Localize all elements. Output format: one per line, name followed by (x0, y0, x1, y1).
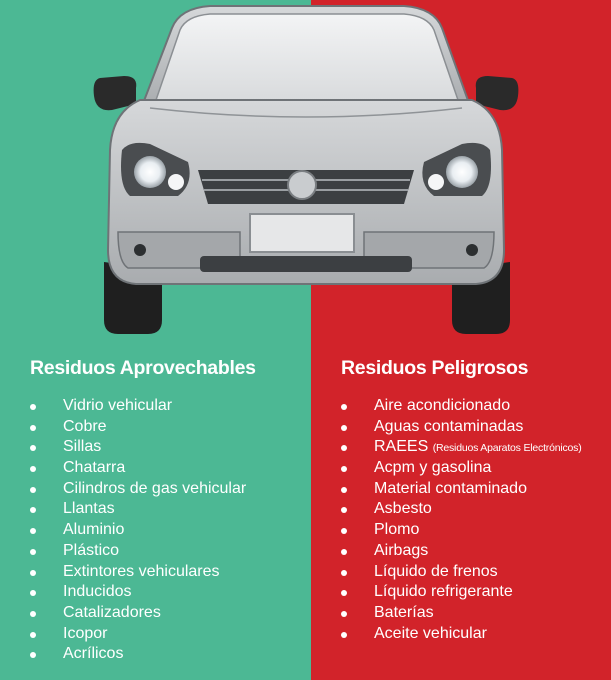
raees-note: (Residuos Aparatos Electrónicos) (432, 442, 582, 455)
bullet-icon (341, 445, 347, 451)
bullet-icon (30, 404, 36, 410)
list-item: Sillas (28, 437, 246, 458)
bullet-icon (30, 528, 36, 534)
bullet-icon (30, 466, 36, 472)
list-item: Inducidos (28, 582, 246, 603)
bullet-icon (30, 549, 36, 555)
list-item: Plástico (28, 541, 246, 562)
bullet-icon (341, 466, 347, 472)
list-item: Aire acondicionado (339, 396, 582, 417)
aprovechables-list (28, 396, 246, 665)
bullet-icon (341, 487, 347, 493)
bullet-icon (341, 404, 347, 410)
list-item: Cobre (28, 417, 246, 438)
list-item: Acrílicos (28, 644, 246, 665)
bullet-icon (341, 425, 347, 431)
bullet-icon (30, 652, 36, 658)
list-item: Llantas (28, 499, 246, 520)
list-item: Chatarra (28, 458, 246, 479)
list-item: Acpm y gasolina (339, 458, 582, 479)
bullet-icon (341, 632, 347, 638)
bullet-icon (341, 528, 347, 534)
bullet-icon (341, 570, 347, 576)
list-item: Airbags (339, 541, 582, 562)
list-item: Asbesto (339, 499, 582, 520)
list-item: RAEES (Residuos Aparatos Electrónicos) (339, 437, 582, 458)
list-item: Catalizadores (28, 603, 246, 624)
bullet-icon (30, 487, 36, 493)
list-item: Vidrio vehicular (28, 396, 246, 417)
bullet-icon (30, 507, 36, 513)
list-item: Aguas contaminadas (339, 417, 582, 438)
aprovechables-title: Residuos Aprovechables (30, 357, 256, 379)
list-item: Icopor (28, 624, 246, 645)
peligrosos-title: Residuos Peligrosos (341, 357, 529, 379)
list-item: Líquido refrigerante (339, 582, 582, 603)
list-item: Cilindros de gas vehicular (28, 479, 246, 500)
list-item: Material contaminado (339, 479, 582, 500)
list-item: Baterías (339, 603, 582, 624)
bullet-icon (341, 507, 347, 513)
bullet-icon (30, 590, 36, 596)
bullet-icon (30, 445, 36, 451)
list-item: Plomo (339, 520, 582, 541)
bullet-icon (341, 590, 347, 596)
bullet-icon (30, 570, 36, 576)
bullet-icon (30, 611, 36, 617)
list-item: Aluminio (28, 520, 246, 541)
bullet-icon (341, 549, 347, 555)
list-item: Líquido de frenos (339, 562, 582, 583)
bullet-icon (30, 425, 36, 431)
bullet-icon (30, 632, 36, 638)
peligrosos-list (339, 396, 582, 644)
bullet-icon (341, 611, 347, 617)
list-item: Aceite vehicular (339, 624, 582, 645)
list-item: Extintores vehiculares (28, 562, 246, 583)
